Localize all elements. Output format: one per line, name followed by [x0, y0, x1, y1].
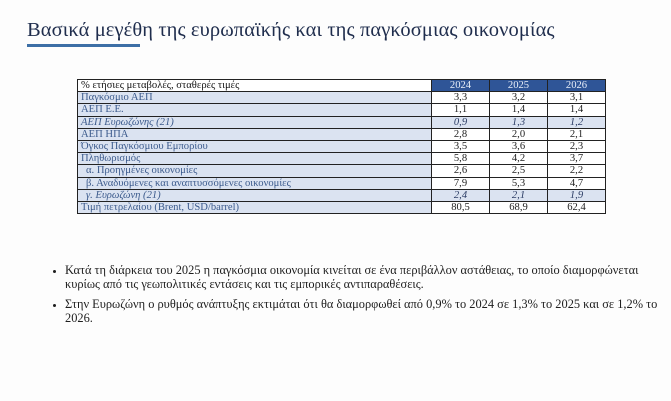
cell-2026: 3,1 [548, 92, 606, 104]
summary-bullets [48, 263, 665, 331]
cell-2024: 5,8 [432, 153, 490, 165]
cell-2026: 1,9 [548, 189, 606, 201]
cell-2025: 68,9 [490, 201, 548, 213]
cell-2025: 1,3 [490, 116, 548, 128]
header-year-2026: 2026 [548, 80, 606, 92]
table-row-world-trade [78, 140, 606, 152]
row-label: ΑΕΠ ΗΠΑ [78, 128, 432, 140]
cell-2026: 2,1 [548, 128, 606, 140]
cell-2025: 2,1 [490, 189, 548, 201]
header-label: % ετήσιες μεταβολές, σταθερές τιμές [78, 80, 432, 92]
row-label: Όγκος Παγκόσμιου Εμπορίου [78, 140, 432, 152]
header-year-2024: 2024 [432, 80, 490, 92]
cell-2024: 3,3 [432, 92, 490, 104]
cell-2026: 3,7 [548, 153, 606, 165]
row-label: β. Αναδυόμενες και αναπτυσσόμενες οικονομίες [78, 177, 432, 189]
cell-2024: 2,6 [432, 165, 490, 177]
cell-2024: 2,8 [432, 128, 490, 140]
macro-indicators-table [77, 79, 606, 214]
row-label: ΑΕΠ Ευρωζώνης (21) [78, 116, 432, 128]
row-label: α. Προηγμένες οικονομίες [78, 165, 432, 177]
row-label: Πληθωρισμός [78, 153, 432, 165]
cell-2024: 3,5 [432, 140, 490, 152]
table-row-inflation-advanced [78, 165, 606, 177]
bullet-item-global-instability: • Κατά τη διάρκεια του 2025 η παγκόσμια οικονομία κινείται σε ένα περιβάλλον αστάθειας, το οποίο διαμορφώνεται κυρίως από τις γεωπολιτικές εντάσεις και τις εμπορικές αντιπαραθέσεις. [65, 263, 665, 291]
table-header-row [78, 80, 606, 92]
table-row-eurozone-gdp [78, 116, 606, 128]
cell-2024: 7,9 [432, 177, 490, 189]
cell-2025: 2,5 [490, 165, 548, 177]
page-title: Βασικά μεγέθη της ευρωπαϊκής και της παγκόσμιας οικονομίας [27, 19, 555, 41]
cell-2024: 80,5 [432, 201, 490, 213]
cell-2025: 4,2 [490, 153, 548, 165]
cell-2025: 1,4 [490, 104, 548, 116]
cell-2026: 4,7 [548, 177, 606, 189]
table-row-inflation-emerging [78, 177, 606, 189]
cell-2026: 62,4 [548, 201, 606, 213]
cell-2025: 2,0 [490, 128, 548, 140]
cell-2025: 5,3 [490, 177, 548, 189]
cell-2026: 2,3 [548, 140, 606, 152]
table-row-inflation-eurozone [78, 189, 606, 201]
cell-2026: 2,2 [548, 165, 606, 177]
title-underline-accent [27, 44, 140, 47]
row-label: γ. Ευρωζώνη (21) [78, 189, 432, 201]
cell-2026: 1,4 [548, 104, 606, 116]
table-row-inflation [78, 153, 606, 165]
row-label: Παγκόσμιο ΑΕΠ [78, 92, 432, 104]
header-year-2025: 2025 [490, 80, 548, 92]
row-label: Τιμή πετρελαίου (Brent, USD/barrel) [78, 201, 432, 213]
cell-2025: 3,6 [490, 140, 548, 152]
table-row-eu-gdp [78, 104, 606, 116]
cell-2026: 1,2 [548, 116, 606, 128]
cell-2025: 3,2 [490, 92, 548, 104]
cell-2024: 1,1 [432, 104, 490, 116]
table-row-us-gdp [78, 128, 606, 140]
cell-2024: 2,4 [432, 189, 490, 201]
row-label: ΑΕΠ Ε.Ε. [78, 104, 432, 116]
table-row-oil-price [78, 201, 606, 213]
table-row-world-gdp [78, 92, 606, 104]
bullet-item-eurozone-growth: • Στην Ευρωζώνη ο ρυθμός ανάπτυξης εκτιμάται ότι θα διαμορφωθεί από 0,9% το 2024 σε 1,3% το 2025 και σε 1,2% το 2026. [65, 297, 665, 325]
cell-2024: 0,9 [432, 116, 490, 128]
